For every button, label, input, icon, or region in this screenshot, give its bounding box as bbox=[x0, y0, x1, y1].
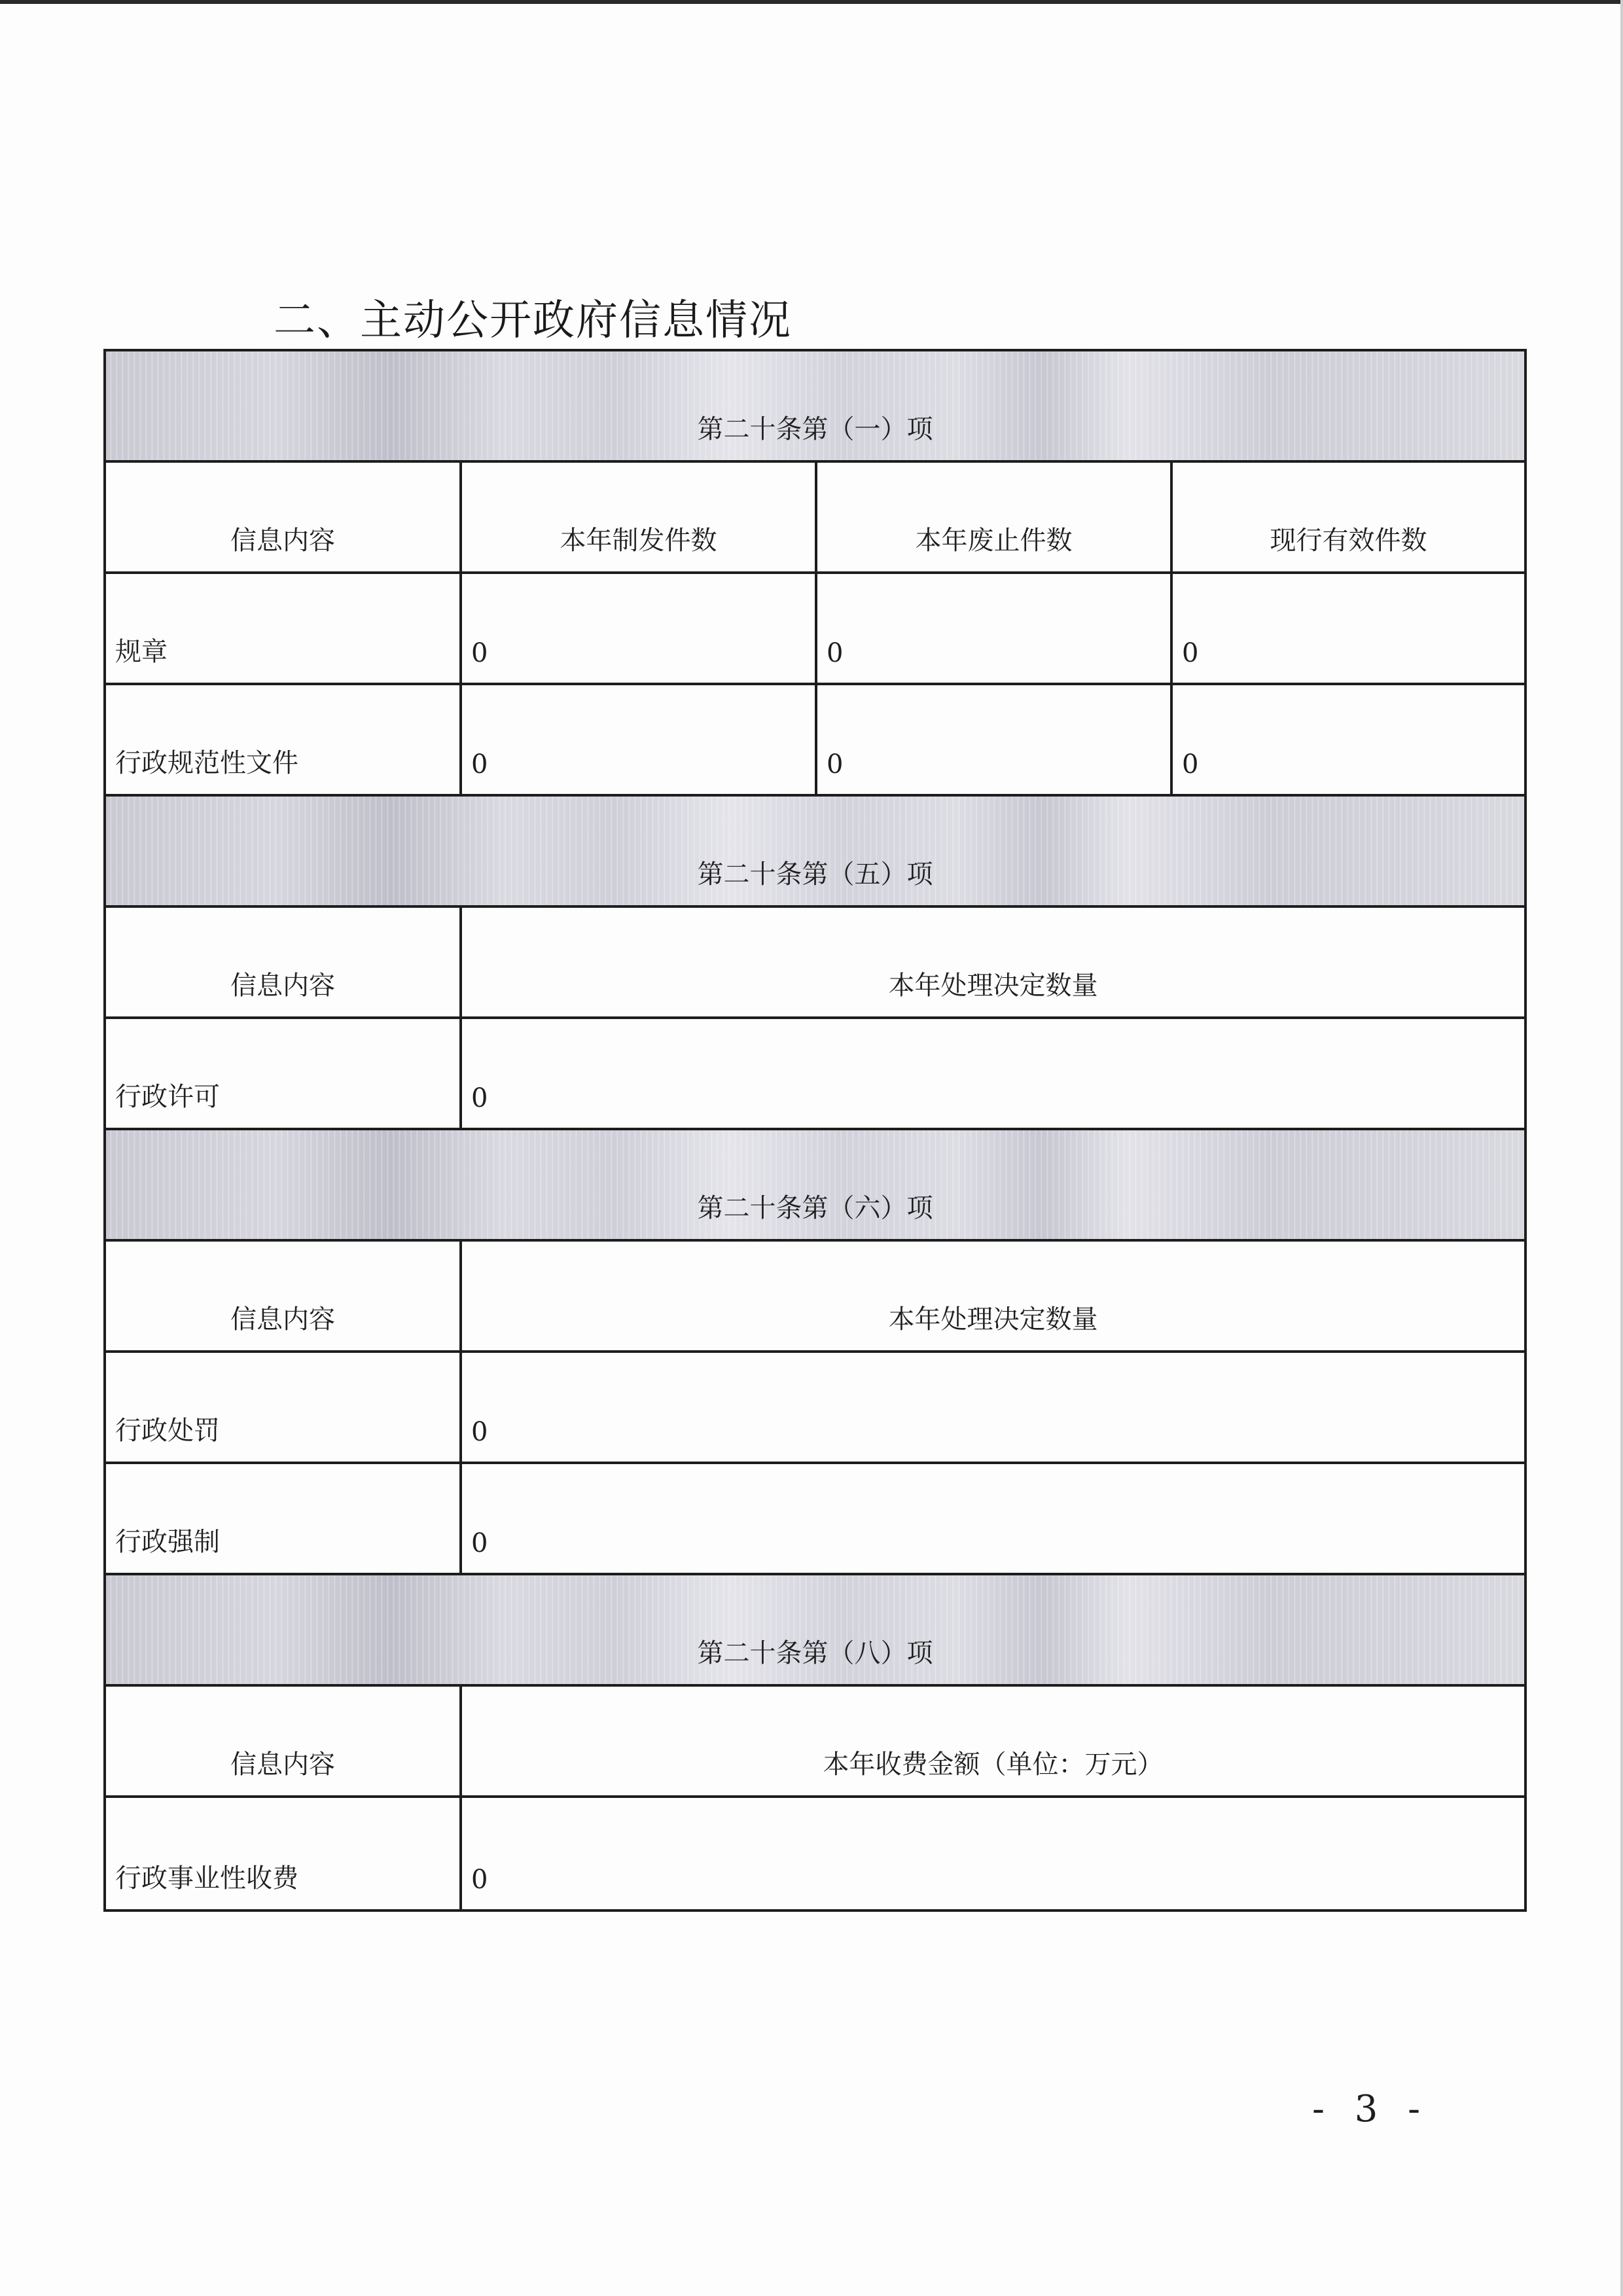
value-cell: 0 bbox=[459, 685, 815, 794]
table-row bbox=[106, 1353, 1524, 1464]
header-cell: 本年处理决定数量 bbox=[459, 1242, 1524, 1350]
header-cell: 信息内容 bbox=[230, 1749, 335, 1780]
header-cell: 本年制发件数 bbox=[459, 463, 815, 571]
value-cell: 0 bbox=[459, 1019, 1524, 1128]
header-cell: 本年收费金额（单位：万元） bbox=[459, 1687, 1524, 1795]
header-cell: 本年废止件数 bbox=[815, 463, 1170, 571]
table-header-row bbox=[106, 908, 1524, 1019]
row-label: 行政许可 bbox=[115, 1082, 220, 1112]
value-cell: 0 bbox=[459, 1464, 1524, 1573]
value-cell: 0 bbox=[815, 574, 1170, 683]
section-heading-5: 第二十条第（五）项 bbox=[106, 797, 1524, 908]
scan-edge-right bbox=[1620, 0, 1623, 2296]
row-label: 行政处罚 bbox=[115, 1416, 220, 1446]
header-cell: 信息内容 bbox=[230, 1304, 335, 1335]
table-header-row bbox=[106, 1687, 1524, 1798]
value-cell: 0 bbox=[459, 1798, 1524, 1909]
value-cell: 0 bbox=[815, 685, 1170, 794]
table-row bbox=[106, 574, 1524, 685]
value-cell: 0 bbox=[459, 574, 815, 683]
section-heading-8: 第二十条第（八）项 bbox=[106, 1575, 1524, 1687]
section-heading-1: 第二十条第（一）项 bbox=[106, 351, 1524, 463]
section-heading-6: 第二十条第（六）项 bbox=[106, 1130, 1524, 1242]
table-row bbox=[106, 1019, 1524, 1130]
scan-edge-top bbox=[0, 0, 1623, 4]
header-cell: 现行有效件数 bbox=[1170, 463, 1524, 571]
page-number: - 3 - bbox=[1312, 2088, 1430, 2130]
value-cell: 0 bbox=[1170, 574, 1524, 683]
header-cell: 信息内容 bbox=[230, 526, 335, 556]
table-row bbox=[106, 1798, 1524, 1909]
table-row bbox=[106, 685, 1524, 797]
disclosure-table bbox=[103, 349, 1527, 1912]
value-cell: 0 bbox=[459, 1353, 1524, 1462]
row-label: 行政规范性文件 bbox=[115, 748, 298, 778]
table-row bbox=[106, 1464, 1524, 1575]
row-label: 行政事业性收费 bbox=[115, 1863, 298, 1893]
header-cell: 信息内容 bbox=[230, 971, 335, 1001]
row-label: 规章 bbox=[115, 637, 168, 667]
table-header-row bbox=[106, 463, 1524, 574]
row-label: 行政强制 bbox=[115, 1527, 220, 1557]
section-title: 二、主动公开政府信息情况 bbox=[274, 296, 792, 345]
table-header-row bbox=[106, 1242, 1524, 1353]
header-cell: 本年处理决定数量 bbox=[459, 908, 1524, 1016]
value-cell: 0 bbox=[1170, 685, 1524, 794]
